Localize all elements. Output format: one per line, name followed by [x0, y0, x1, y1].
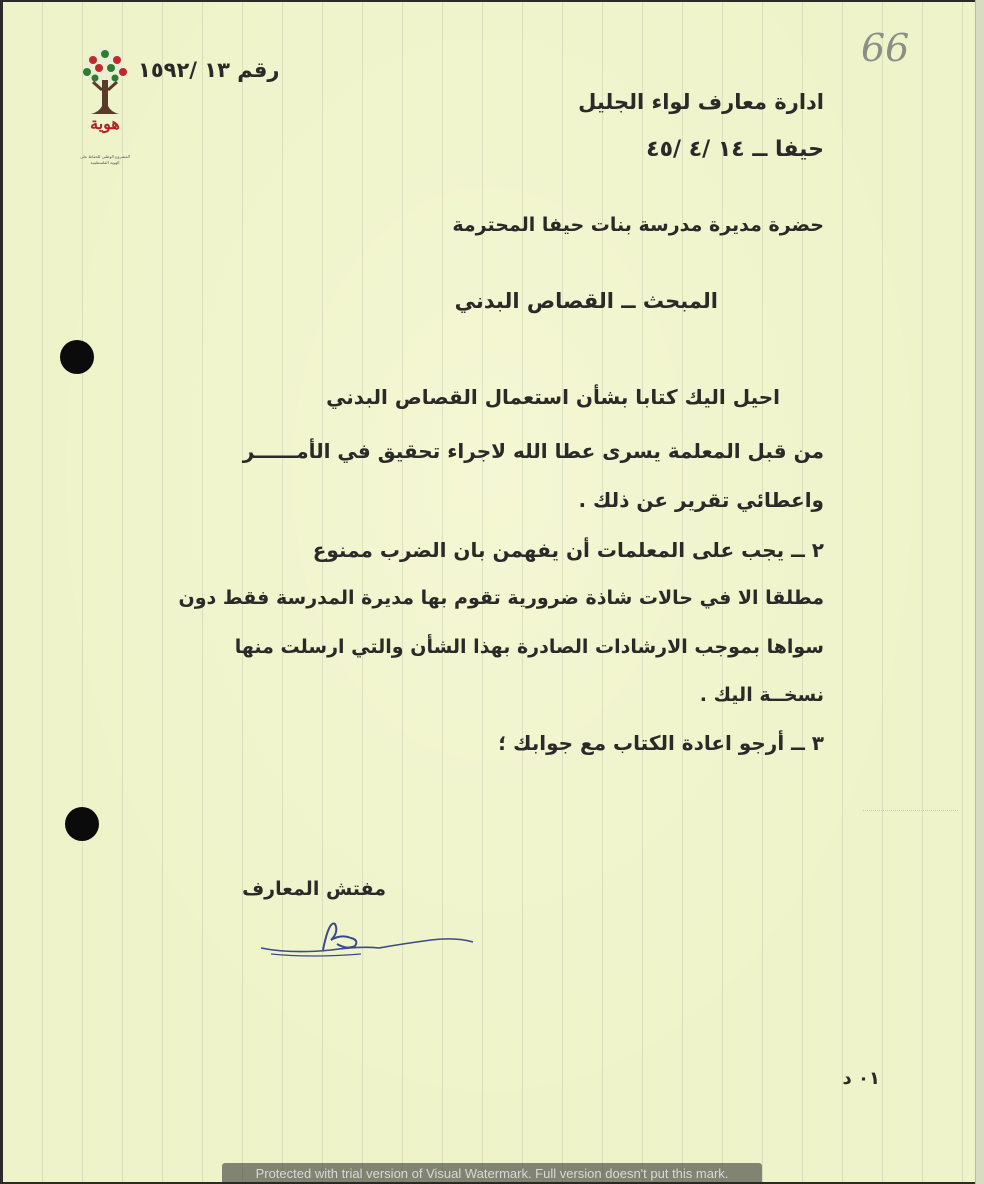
heritage-logo	[75, 46, 135, 168]
trial-watermark: Protected with trial version of Visual Watermark. Full version doesn't put this mark.	[222, 1163, 762, 1184]
para2-line3: سواها بموجب الارشادات الصادرة بهذا الشأن والتي ارسلت منها	[234, 636, 824, 658]
logo-brand-text: هوية	[90, 114, 120, 133]
subject-line: المبحث ــ القصاص البدني	[454, 289, 718, 313]
para2-line4: نسخــة اليك .	[699, 684, 824, 706]
para1-line3: واعطائي تقرير عن ذلك .	[578, 488, 824, 512]
punch-hole-top	[60, 340, 94, 374]
page-edge	[975, 0, 984, 1184]
place-date: حيفا ــ ١٤ /٤ /٤٥	[646, 137, 824, 162]
para2-line2: مطلقا الا في حالات شاذة ضرورية تقوم بها مديرة المدرسة فقط دون	[178, 587, 824, 609]
addressee-line: حضرة مديرة مدرسة بنات حيفا المحترمة	[452, 214, 824, 236]
folio-number: 66	[861, 26, 910, 70]
office-name: ادارة معارف لواء الجليل	[578, 90, 824, 114]
reference-number: رقم ١٣ /١٥٩٢	[138, 58, 280, 82]
logo-caption-line1: المشروع الوطني للحفاظ على	[80, 154, 130, 159]
footer-code: ٠١ د	[842, 1068, 880, 1089]
para3-line: ٣ ــ أرجو اعادة الكتاب مع جوابك ؛	[498, 731, 824, 755]
handwritten-signature	[251, 910, 491, 962]
ruled-mark	[863, 810, 958, 811]
para1-line2: من قبل المعلمة يسرى عطا الله لاجراء تحقيق في الأمــــــر	[242, 439, 824, 463]
para1-line1: احيل اليك كتابا بشأن استعمال القصاص البدني	[326, 385, 780, 409]
punch-hole-bottom	[65, 807, 99, 841]
para2-line1: ٢ ــ يجب على المعلمات أن يفهمن بان الضرب ممنوع	[312, 538, 824, 562]
logo-caption-line2: الهوية الفلسطينية	[90, 160, 120, 165]
signatory-title: مفتش المعارف	[242, 878, 386, 900]
document-page	[3, 2, 976, 1182]
